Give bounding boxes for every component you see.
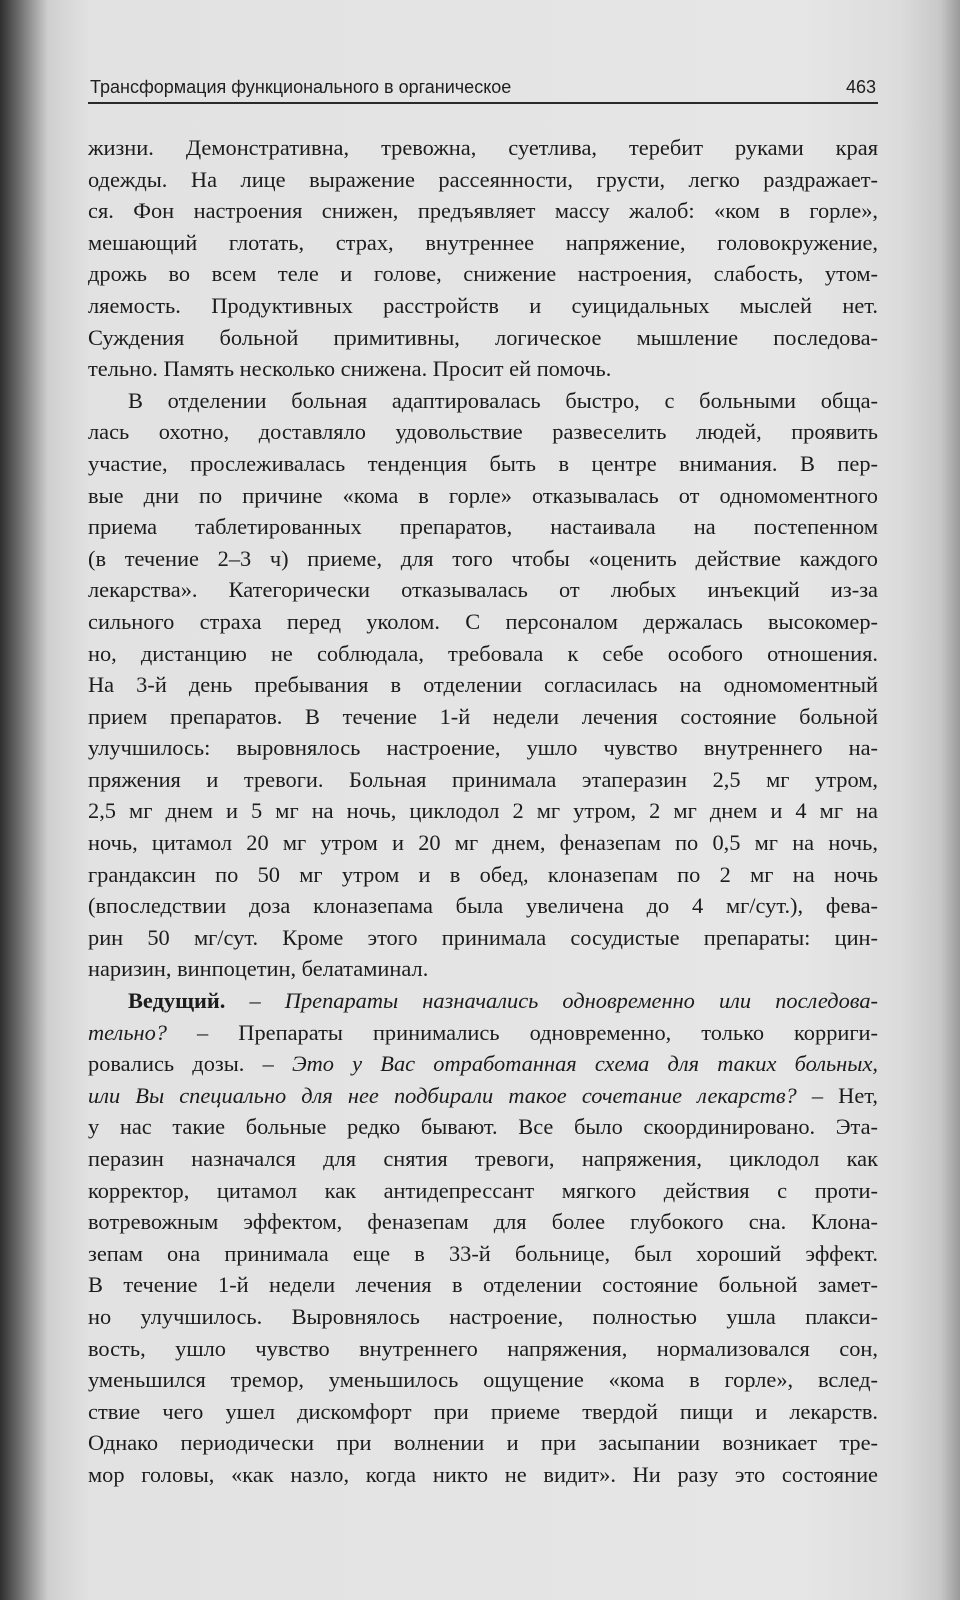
text-line: дрожь во всем теле и голове, снижение настроения, слабость, утом-: [88, 261, 878, 287]
text-line: рин 50 мг/сут. Кроме этого принимала сосудистые препараты: цин-: [88, 924, 878, 950]
text-line: сильного страха перед уколом. С персоналом держалась высокомер-: [88, 608, 878, 634]
text-line: грандаксин по 50 мг утром и в обед, клоназепам по 2 мг на ночь: [88, 861, 878, 887]
text-line: мешающий глотать, страх, внутреннее напряжение, головокружение,: [88, 229, 878, 255]
text-line: На 3-й день пребывания в отделении согласилась на одномоментный: [88, 672, 878, 698]
page-number: 463: [845, 77, 876, 97]
text-line: приема таблетированных препаратов, настаивала на постепенном: [88, 514, 878, 540]
text-line: 2,5 мг днем и 5 мг на ночь, циклодол 2 мг утром, 2 мг днем и 4 мг на: [88, 798, 878, 824]
text-line: ся. Фон настроения снижен, предъявляет массу жалоб: «ком в горле»,: [88, 198, 878, 224]
text-line: тельно? – Препараты принимались одновременно, только корриги-: [88, 1019, 878, 1045]
text-line: тельно. Память несколько снижена. Просит ей помочь.: [88, 356, 612, 382]
text-line: прием препаратов. В течение 1-й недели лечения состояние больной: [88, 703, 878, 729]
text-line: но, дистанцию не соблюдала, требовала к себе особого отношения.: [88, 640, 878, 666]
text-line: В течение 1-й недели лечения в отделении состояние больной замет-: [88, 1272, 878, 1298]
text-line: вотревожным эффектом, феназепам для более глубокого сна. Клона-: [88, 1209, 878, 1235]
text-line: уменьшился тремор, уменьшилось ощущение «кома в горле», вслед-: [88, 1367, 878, 1393]
text-line: перазин назначался для снятия тревоги, напряжения, циклодол как: [88, 1146, 878, 1171]
text-line: корректор, цитамол как антидепрессант мягкого действия с проти-: [88, 1177, 878, 1203]
text-line: ровались дозы. – Это у Вас отработанная схема для таких больных,: [88, 1051, 878, 1077]
text-line: улучшилось: выровнялось настроение, ушло чувство внутреннего на-: [88, 735, 878, 761]
text-line: (в течение 2–3 ч) приеме, для того чтобы «оценить действие каждого: [88, 545, 878, 571]
text-line: жизни. Демонстративна, тревожна, суетлива, теребит руками края: [88, 135, 878, 160]
question-text: или Вы специально для нее подбирали такое сочетание лекарств?: [88, 1082, 797, 1108]
text-line: вые дни по причине «кома в горле» отказывалась от одномоментного: [88, 482, 878, 508]
text-line: Ведущий. – Препараты назначались одновременно или последова-: [128, 988, 878, 1014]
question-text: тельно?: [88, 1019, 168, 1045]
text-line: участие, прослеживалась тенденция быть в центре внимания. В пер-: [88, 450, 878, 476]
text-line: мор головы, «как назло, когда никто не видит». Ни разу это состояние: [88, 1461, 878, 1487]
text-line: или Вы специально для нее подбирали такое сочетание лекарств? – Нет,: [88, 1082, 878, 1108]
body-text: [88, 132, 878, 1491]
text-line: вость, ушло чувство внутреннего напряжения, нормализовался сон,: [88, 1335, 878, 1361]
question-text: Это у Вас отработанная схема для таких больных,: [291, 1051, 878, 1077]
text-line: Однако периодически при волнении и при засыпании возникает тре-: [88, 1430, 878, 1456]
text-line: зепам она принимала еще в 33-й больнице, был хороший эффект.: [88, 1240, 878, 1266]
text-line: ляемость. Продуктивных расстройств и суицидальных мыслей нет.: [88, 292, 878, 318]
text-line: (впоследствии доза клоназепама была увеличена до 4 мг/сут.), фева-: [88, 893, 878, 919]
text-line: ночь, цитамол 20 мг утром и 20 мг днем, феназепам по 0,5 мг на ночь,: [88, 830, 878, 856]
text-line: пряжения и тревоги. Больная принимала этаперазин 2,5 мг утром,: [88, 766, 878, 792]
text-line: наризин, винпоцетин, белатаминал.: [88, 956, 429, 982]
text-line: лась охотно, доставляло удовольствие развеселить людей, проявить: [88, 419, 878, 445]
text-line: но улучшилось. Выровнялось настроение, полностью ушла плакси-: [88, 1303, 878, 1329]
text-line: ствие чего ушел дискомфорт при приеме твердой пищи и лекарств.: [88, 1398, 878, 1424]
text-line: В отделении больная адаптировалась быстро, с больными обща-: [128, 387, 878, 413]
text-line: Суждения больной примитивны, логическое мышление последова-: [88, 324, 878, 350]
running-title: Трансформация функционального в органическое: [90, 77, 512, 97]
text-line: лекарства». Категорически отказывалась от любых инъекций из-за: [88, 577, 878, 603]
question-text: Препараты назначались одновременно или последова-: [284, 988, 878, 1014]
text-line: у нас такие больные редко бывают. Все было скоординировано. Эта-: [88, 1114, 878, 1140]
text-line: одежды. На лице выражение рассеянности, грусти, легко раздражает-: [88, 166, 878, 192]
speaker-label: Ведущий.: [128, 988, 226, 1014]
page-header: [88, 74, 878, 104]
